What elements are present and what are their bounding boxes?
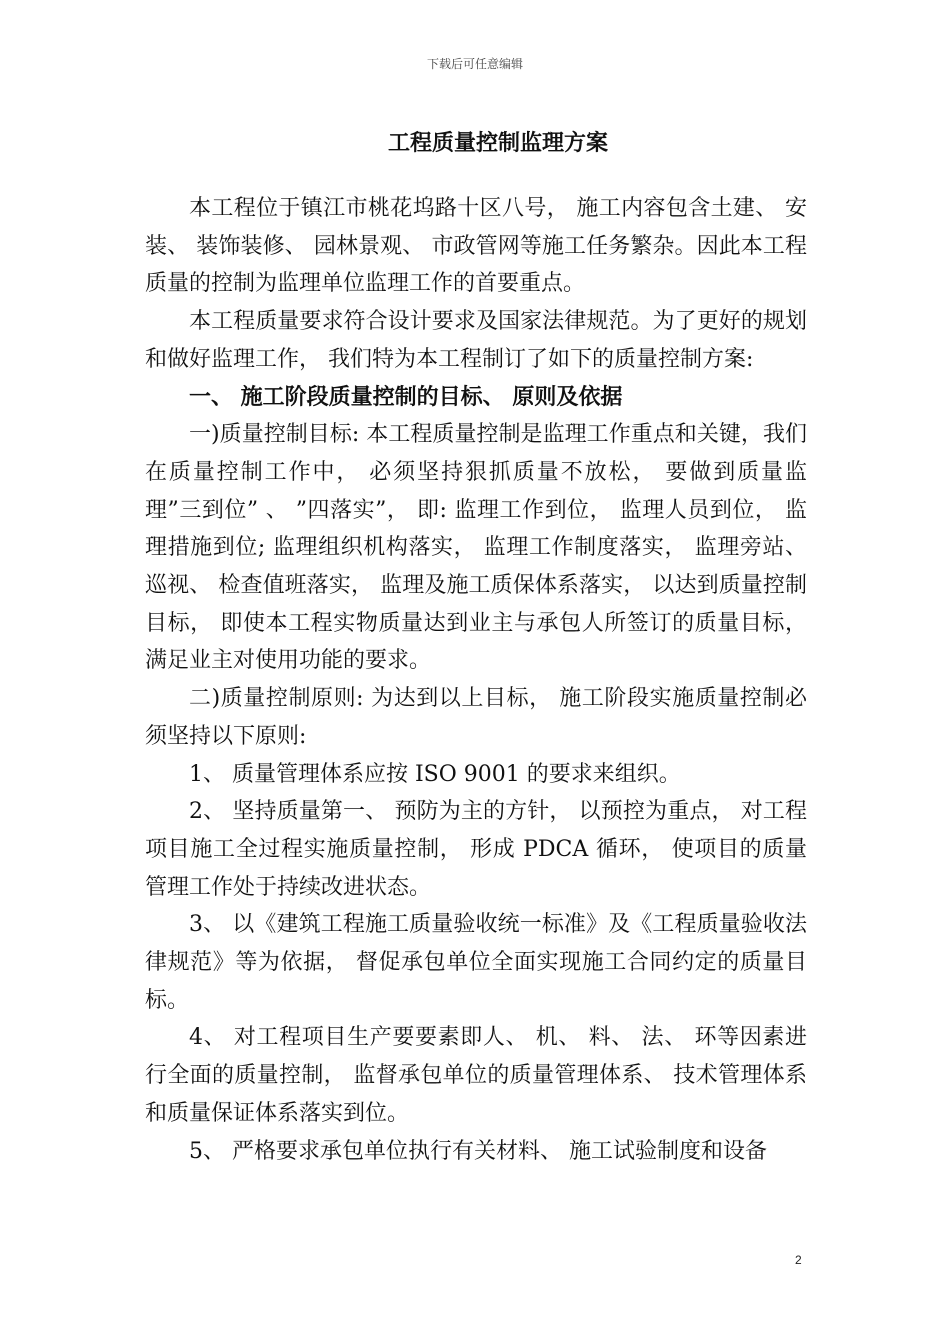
document-title: 工程质量控制监理方案 [387,131,608,156]
header-note: 下载后可任意编辑 [426,57,523,71]
list-item-2: 2、 坚持质量第一、 预防为主的方针， 以预控为重点， 对工程项目施工全过程实施质量控制， 形成 PDCA 循环， 使项目的质量管理工作处于持续改进状态。 [145,799,807,900]
paragraph-quality-principle: 二)质量控制原则: 为达到以上目标， 施工阶段实施质量控制必须坚持以下原则: [145,686,807,749]
list-item-1: 1、 质量管理体系应按 ISO 9001 的要求来组织。 [189,761,681,787]
paragraph-quality-goal: 一)质量控制目标: 本工程质量控制是监理工作重点和关键，我们在质量控制工作中， 必须坚持狠抓质量不放松， 要做到质量监理”三到位” 、 ”四落实”， 即: 监理工作到位， 监理人员到位， 监理措施到位; 监理组织机构落实， 监理工作制度落实， 监理旁站、 巡视、 检查值班落实， 监理及施工质保体系落实， 以达到质量控制目标， 即使本工程实物质量达到业主与承包人所签订的质量目标， 满足业主对使用功能的要求。 [145,422,807,674]
list-item-5: 5、 严格要求承包单位执行有关材料、 施工试验制度和设备 [189,1138,767,1164]
section-heading-1: 一、 施工阶段质量控制的目标、 原则及依据 [189,384,623,410]
list-item-3: 3、 以《建筑工程施工质量验收统一标准》及《工程质量验收法律规范》等为依据， 督促承包单位全面实现施工合同约定的质量目标。 [145,912,807,1013]
paragraph-requirements: 本工程质量要求符合设计要求及国家法律规范。为了更好的规划和做好监理工作， 我们特为本工程制订了如下的质量控制方案: [145,309,807,372]
document-body [145,190,807,1170]
paragraph-location: 本工程位于镇江市桃花坞路十区八号， 施工内容包含土建、 安装、 装饰装修、 园林景观、 市政管网等施工任务繁杂。因此本工程质量的控制为监理单位监理工作的首要重点。 [145,196,807,297]
page-number: 2 [795,1253,802,1267]
list-item-4: 4、 对工程项目生产要要素即人、 机、 料、 法、 环等因素进行全面的质量控制， 监督承包单位的质量管理体系、 技术管理体系和质量保证体系落实到位。 [145,1025,807,1126]
